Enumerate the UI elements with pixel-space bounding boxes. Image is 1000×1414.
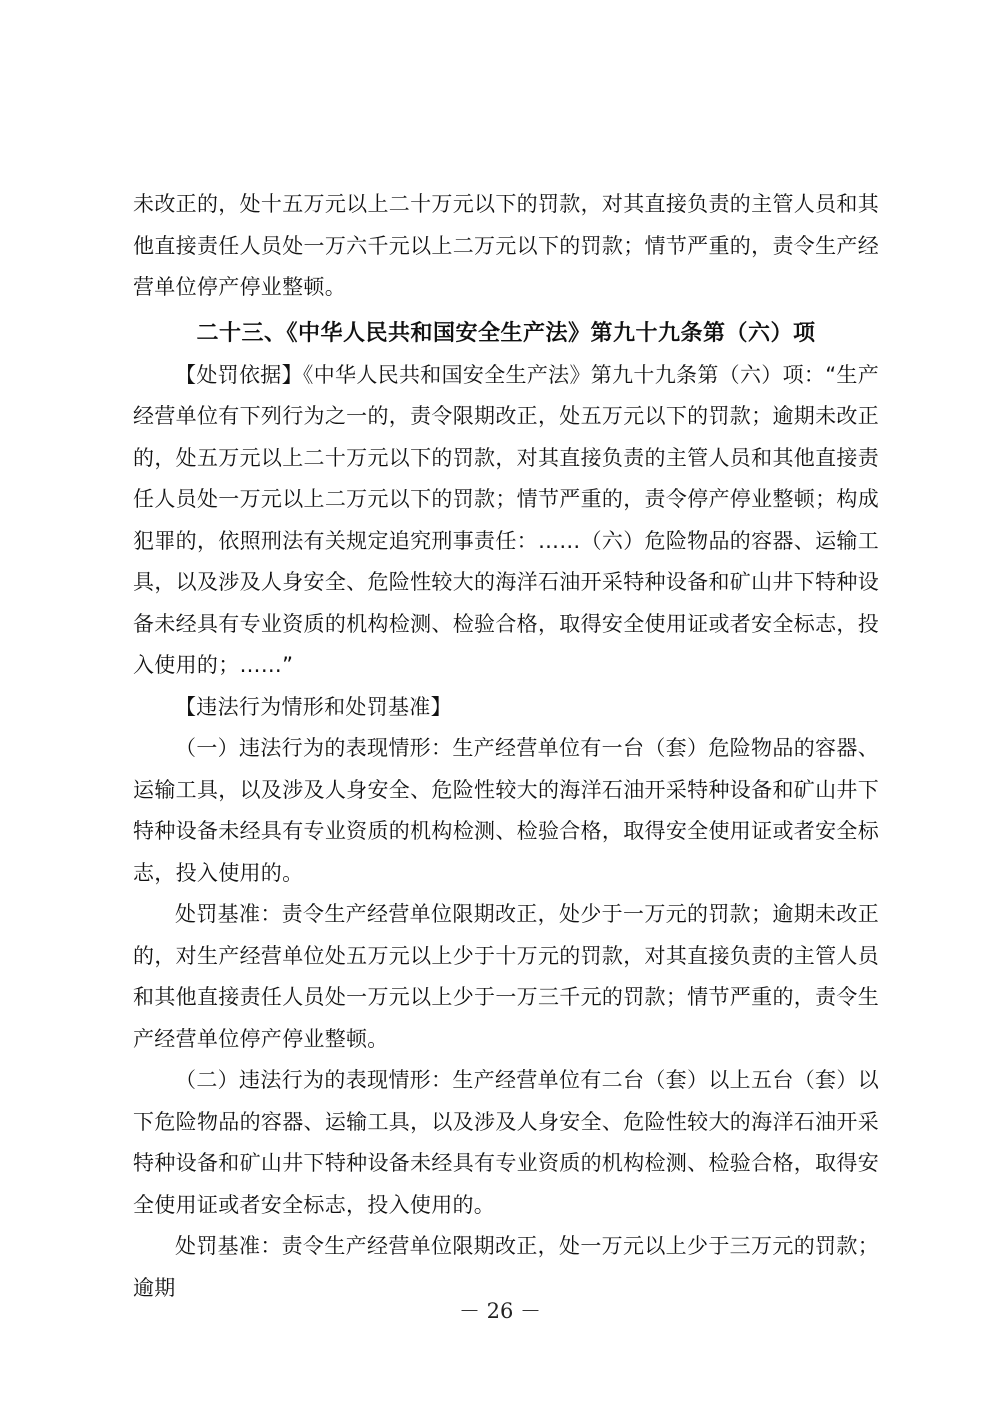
page-number: － 26 － [458,1299,542,1323]
document-body [133,184,879,1309]
case-2-situation: （二）违法行为的表现情形：生产经营单位有二台（套）以上五台（套）以下危险物品的容器、运输工具，以及涉及人身安全、危险性较大的海洋石油开采特种设备和矿山井下特种设备未经具有专业资质的机构检测、检验合格，取得安全使用证或者安全标志，投入使用的。 [133,1068,879,1217]
penalty-basis-paragraph: 【处罚依据】《中华人民共和国安全生产法》第九十九条第（六）项：“生产经营单位有下列行为之一的，责令限期改正，处五万元以下的罚款；逾期未改正的，处五万元以上二十万元以下的罚款，对其直接负责的主管人员和其他直接责任人员处一万元以上二万元以下的罚款；情节严重的，责令停产停业整顿；构成犯罪的，依照刑法有关规定追究刑事责任：……（六）危险物品的容器、运输工具，以及涉及人身安全、危险性较大的海洋石油开采特种设备和矿山井下特种设备未经具有专业资质的机构检测、检验合格，取得安全使用证或者安全标志，投入使用的；……” [133,362,879,677]
case-2-penalty: 处罚基准：责令生产经营单位限期改正，处一万元以上少于三万元的罚款；逾期 [133,1234,879,1300]
case-1-situation: （一）违法行为的表现情形：生产经营单位有一台（套）危险物品的容器、运输工具，以及涉及人身安全、危险性较大的海洋石油开采特种设备和矿山井下特种设备未经具有专业资质的机构检测、检验合格，取得安全使用证或者安全标志，投入使用的。 [133,736,879,885]
section-heading: 二十三、《中华人民共和国安全生产法》第九十九条第（六）项 [196,319,816,346]
continued-paragraph: 未改正的，处十五万元以上二十万元以下的罚款，对其直接负责的主管人员和其他直接责任人员处一万六千元以上二万元以下的罚款；情节严重的，责令生产经营单位停产停业整顿。 [133,192,879,299]
case-1-penalty: 处罚基准：责令生产经营单位限期改正，处少于一万元的罚款；逾期未改正的，对生产经营单位处五万元以上少于十万元的罚款，对其直接负责的主管人员和其他直接责任人员处一万元以上少于一万三千元的罚款；情节严重的，责令生产经营单位停产停业整顿。 [133,902,879,1051]
criteria-heading: 【违法行为情形和处罚基准】 [175,694,452,719]
